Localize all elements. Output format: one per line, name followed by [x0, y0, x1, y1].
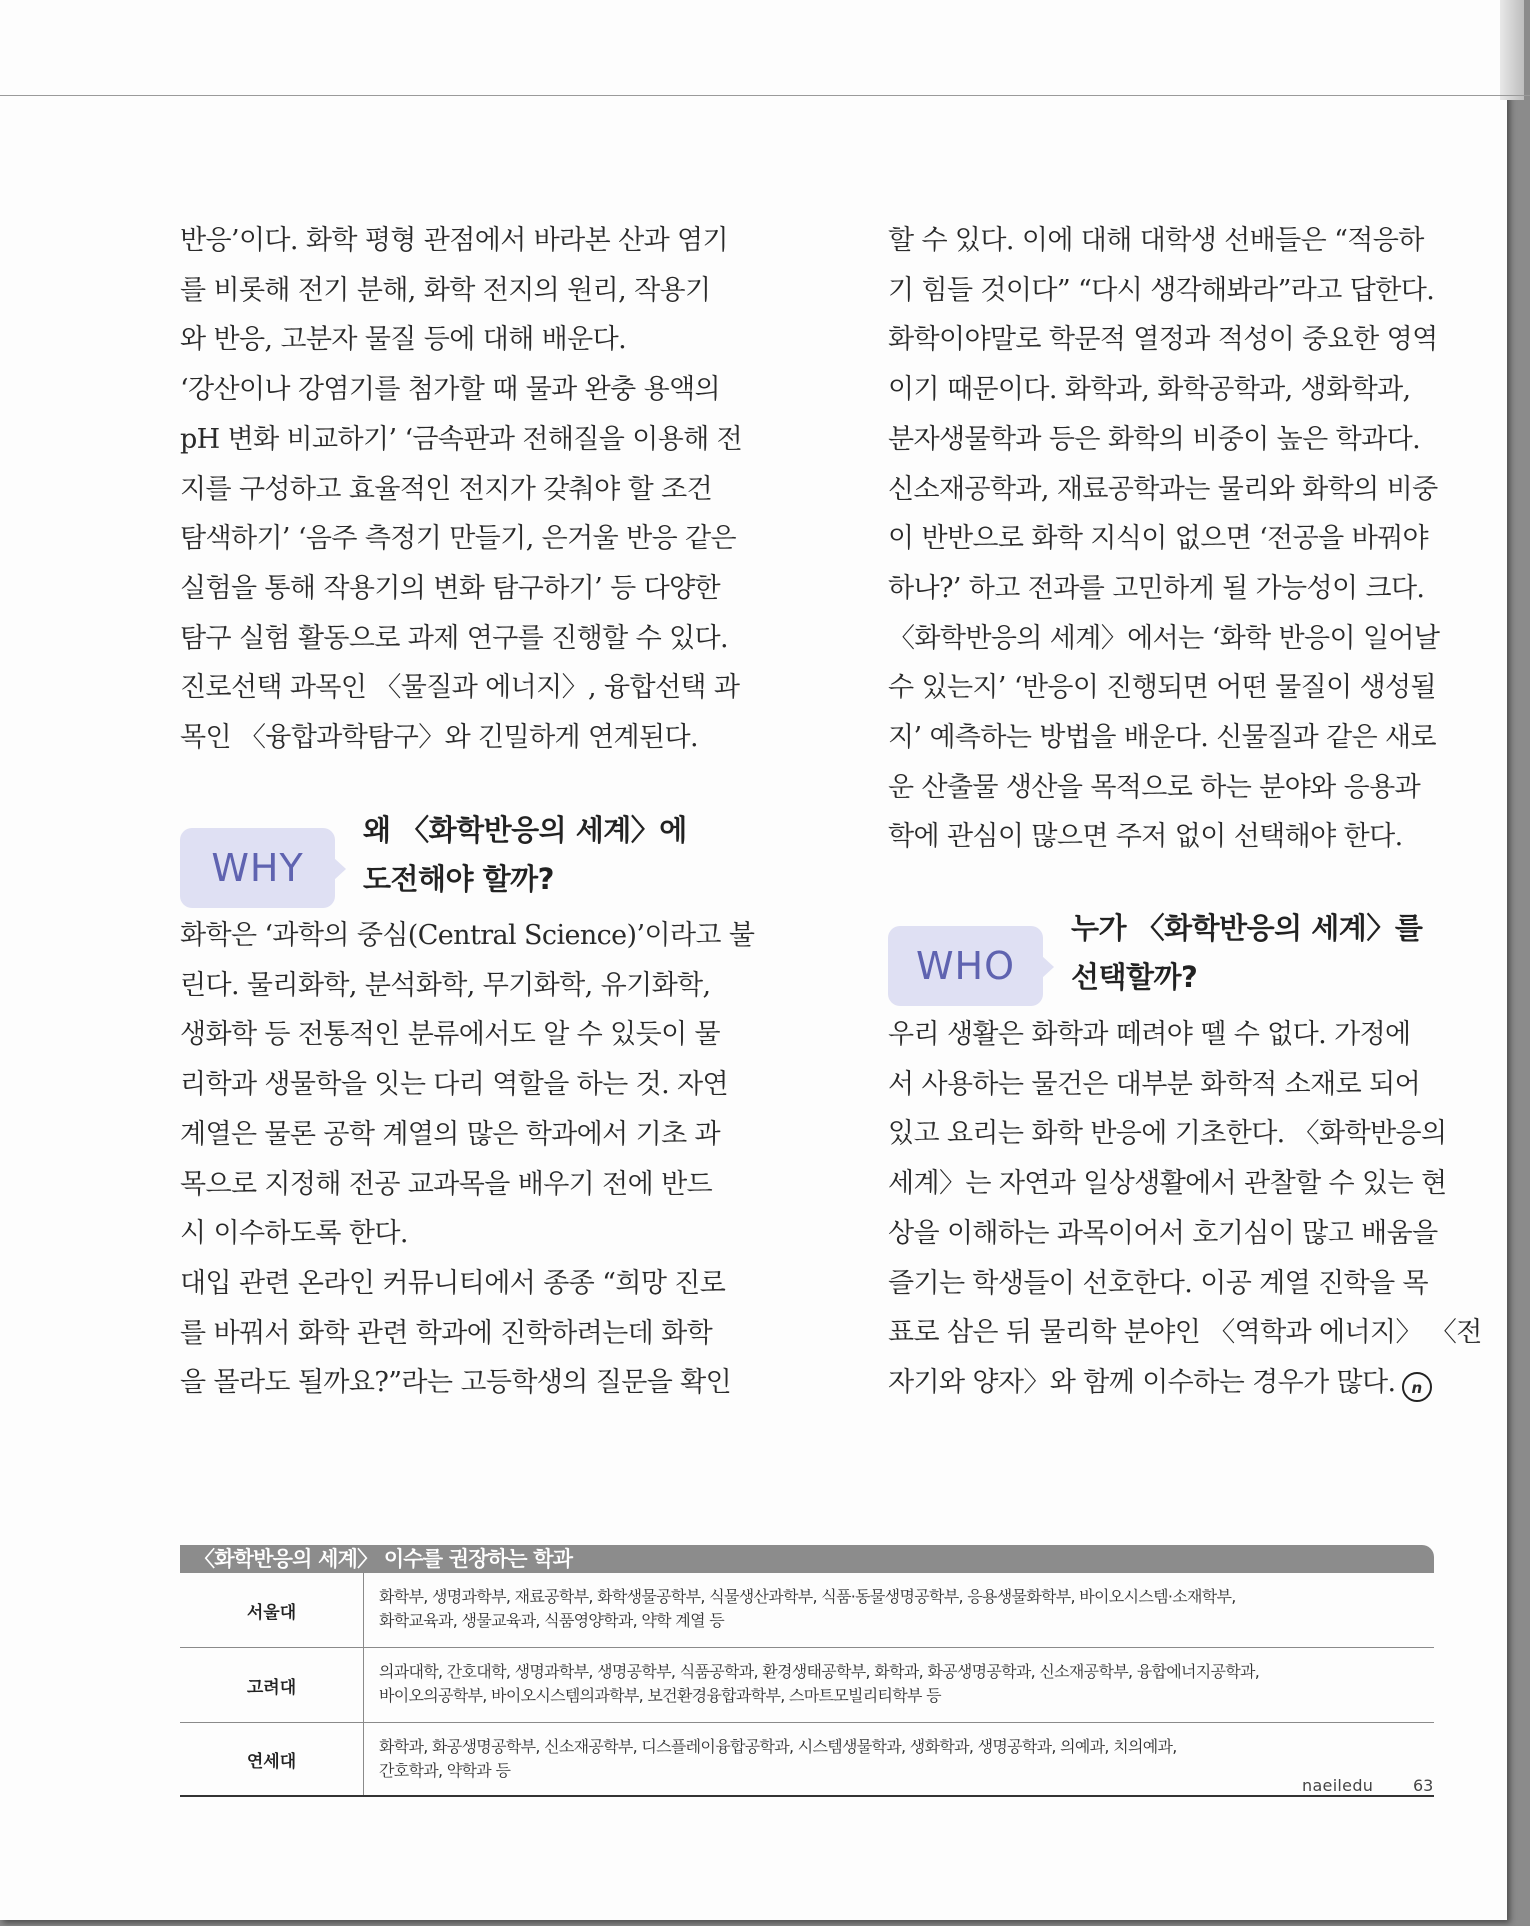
why-badge: WHY	[180, 828, 335, 908]
text-line: 할 수 있다. 이에 대해 대학생 선배들은 “적응하	[888, 225, 1424, 256]
table-title: 〈화학반응의 세계〉 이수를 권장하는 학과	[180, 1545, 1434, 1573]
text-line: 세계〉는 자연과 일상생활에서 관찰할 수 있는 현	[888, 1168, 1447, 1200]
departments-cell: 화학부, 생명과학부, 재료공학부, 화학생물공학부, 식물생산과학부, 식품·동물생명공학부, 응용생물화학부, 바이오시스템·소재학부, 화학교육과, 생물교육과, 식품영양학과, 약학 계열 등	[379, 1587, 1236, 1630]
text-line: 지’ 예측하는 방법을 배운다. 신물질과 같은 새로	[888, 722, 1437, 754]
page-number: 63	[1413, 1776, 1434, 1795]
who-badge: WHO	[888, 926, 1043, 1006]
text-line: 표로 삼은 뒤 물리학 분야인 〈역학과 에너지〉 〈전	[888, 1317, 1482, 1349]
text-line: 실험을 통해 작용기의 변화 탐구하기’ 등 다양한	[180, 572, 721, 604]
text-line: 화학은 ‘과학의 중심(Central Science)’이라고 불	[180, 920, 755, 951]
text-line: pH 변화 비교하기’ ‘금속판과 전해질을 이용해 전	[180, 423, 743, 455]
text-line: 지를 구성하고 효율적인 전지가 갖춰야 할 조건	[180, 473, 713, 505]
text-line: 이기 때문이다. 화학과, 화학공학과, 생화학과,	[888, 374, 1411, 406]
text-line: 시 이수하도록 한다.	[180, 1218, 408, 1250]
why-title	[363, 806, 687, 904]
text-line: 탐구 실험 활동으로 과제 연구를 진행할 수 있다.	[180, 622, 729, 654]
table-row	[180, 1573, 1434, 1648]
text-line: 이 반반으로 화학 지식이 없으면 ‘전공을 바꿔야	[888, 523, 1429, 555]
text-line: 기 힘들 것이다” “다시 생각해봐라”라고 답한다.	[888, 274, 1435, 306]
text-line-last	[888, 1358, 1482, 1408]
who-title-line: 누가 〈화학반응의 세계〉를	[1071, 911, 1423, 945]
text-line: 즐기는 학생들이 선호한다. 이공 계열 진학을 목	[888, 1267, 1429, 1299]
text-line: 신소재공학과, 재료공학과는 물리와 화학의 비중	[888, 473, 1438, 505]
right-column-text-2	[888, 1010, 1482, 1408]
text-line: 를 비롯해 전기 분해, 화학 전지의 원리, 작용기	[180, 274, 711, 306]
text-line: ‘강산이나 강염기를 첨가할 때 물과 완충 용액의	[180, 374, 721, 406]
text-line: 대입 관련 온라인 커뮤니티에서 종종 “희망 진로	[180, 1267, 726, 1299]
top-rule	[0, 95, 1530, 96]
text-line: 목인 〈융합과학탐구〉와 긴밀하게 연계된다.	[180, 722, 698, 754]
why-title-line: 왜 〈화학반응의 세계〉에	[363, 813, 687, 847]
footer-brand: naeiledu	[1302, 1776, 1374, 1795]
departments-cell: 의과대학, 간호대학, 생명과학부, 생명공학부, 식품공학과, 환경생태공학부, 화학과, 화공생명공학과, 신소재공학부, 융합에너지공학과, 바이오의공학부, 바이오시스템의과학부, 보건환경융합과학부, 스마트모빌리티학부 등	[379, 1662, 1260, 1705]
who-title	[1071, 904, 1422, 1002]
text-line: 서 사용하는 물건은 대부분 화학적 소재로 되어	[888, 1068, 1421, 1100]
text-line: 을 몰라도 될까요?”라는 고등학생의 질문을 확인	[180, 1367, 732, 1399]
table-row	[180, 1723, 1434, 1797]
left-column-text-2	[180, 911, 754, 1408]
text-line: 계열은 물론 공학 계열의 많은 학과에서 기초 과	[180, 1118, 721, 1150]
text-line: 린다. 물리화학, 분석화학, 무기화학, 유기화학,	[180, 969, 711, 1001]
right-column-text-1	[888, 216, 1439, 862]
text-line: 상을 이해하는 과목이어서 호기심이 많고 배움을	[888, 1217, 1438, 1249]
text-line: 학에 관심이 많으면 주저 없이 선택해야 한다.	[888, 821, 1403, 853]
text-line: 목으로 지정해 전공 교과목을 배우기 전에 반드	[180, 1168, 713, 1200]
university-cell: 고려대	[180, 1648, 364, 1722]
page-edge	[1500, 0, 1524, 100]
text-line: 하나?’ 하고 전과를 고민하게 될 가능성이 크다.	[888, 572, 1425, 604]
text-line: 와 반응, 고분자 물질 등에 대해 배운다.	[180, 324, 627, 356]
university-cell: 서울대	[180, 1573, 364, 1647]
recommended-departments-table	[180, 1545, 1434, 1797]
text-line: 를 바꿔서 화학 관련 학과에 진학하려는데 화학	[180, 1317, 713, 1349]
text-line: 있고 요리는 화학 반응에 기초한다. 〈화학반응의	[888, 1118, 1447, 1150]
text-line: 탐색하기’ ‘음주 측정기 만들기, 은거울 반응 같은	[180, 523, 737, 555]
text-line: 수 있는지’ ‘반응이 진행되면 어떤 물질이 생성될	[888, 672, 1437, 704]
end-mark-icon: n	[1402, 1372, 1432, 1402]
text-line: 진로선택 과목인 〈물질과 에너지〉, 융합선택 과	[180, 672, 740, 704]
who-title-line: 선택할까?	[1071, 960, 1198, 994]
text-line: 생화학 등 전통적인 분류에서도 알 수 있듯이 물	[180, 1019, 721, 1051]
text-line: 화학이야말로 학문적 열정과 적성이 중요한 영역	[888, 324, 1438, 356]
text-line: 〈화학반응의 세계〉에서는 ‘화학 반응이 일어날	[888, 622, 1440, 654]
text-line: 자기와 양자〉와 함께 이수하는 경우가 많다.	[888, 1366, 1396, 1398]
table-row	[180, 1648, 1434, 1723]
departments-cell: 화학과, 화공생명공학부, 신소재공학부, 디스플레이융합공학과, 시스템생물학과, 생화학과, 생명공학과, 의예과, 치의예과, 간호학과, 약학과 등	[379, 1737, 1177, 1780]
text-line: 리학과 생물학을 잇는 다리 역할을 하는 것. 자연	[180, 1069, 729, 1101]
text-line: 운 산출물 생산을 목적으로 하는 분야와 응용과	[888, 771, 1421, 803]
text-line: 분자생물학과 등은 화학의 비중이 높은 학과다.	[888, 423, 1421, 455]
why-title-line: 도전해야 할까?	[363, 862, 555, 896]
university-cell: 연세대	[180, 1723, 364, 1795]
left-column-text-1	[180, 216, 742, 763]
text-line: 우리 생활은 화학과 떼려야 뗄 수 없다. 가정에	[888, 1019, 1411, 1050]
text-line: 반응’이다. 화학 평형 관점에서 바라본 산과 염기	[180, 225, 729, 256]
